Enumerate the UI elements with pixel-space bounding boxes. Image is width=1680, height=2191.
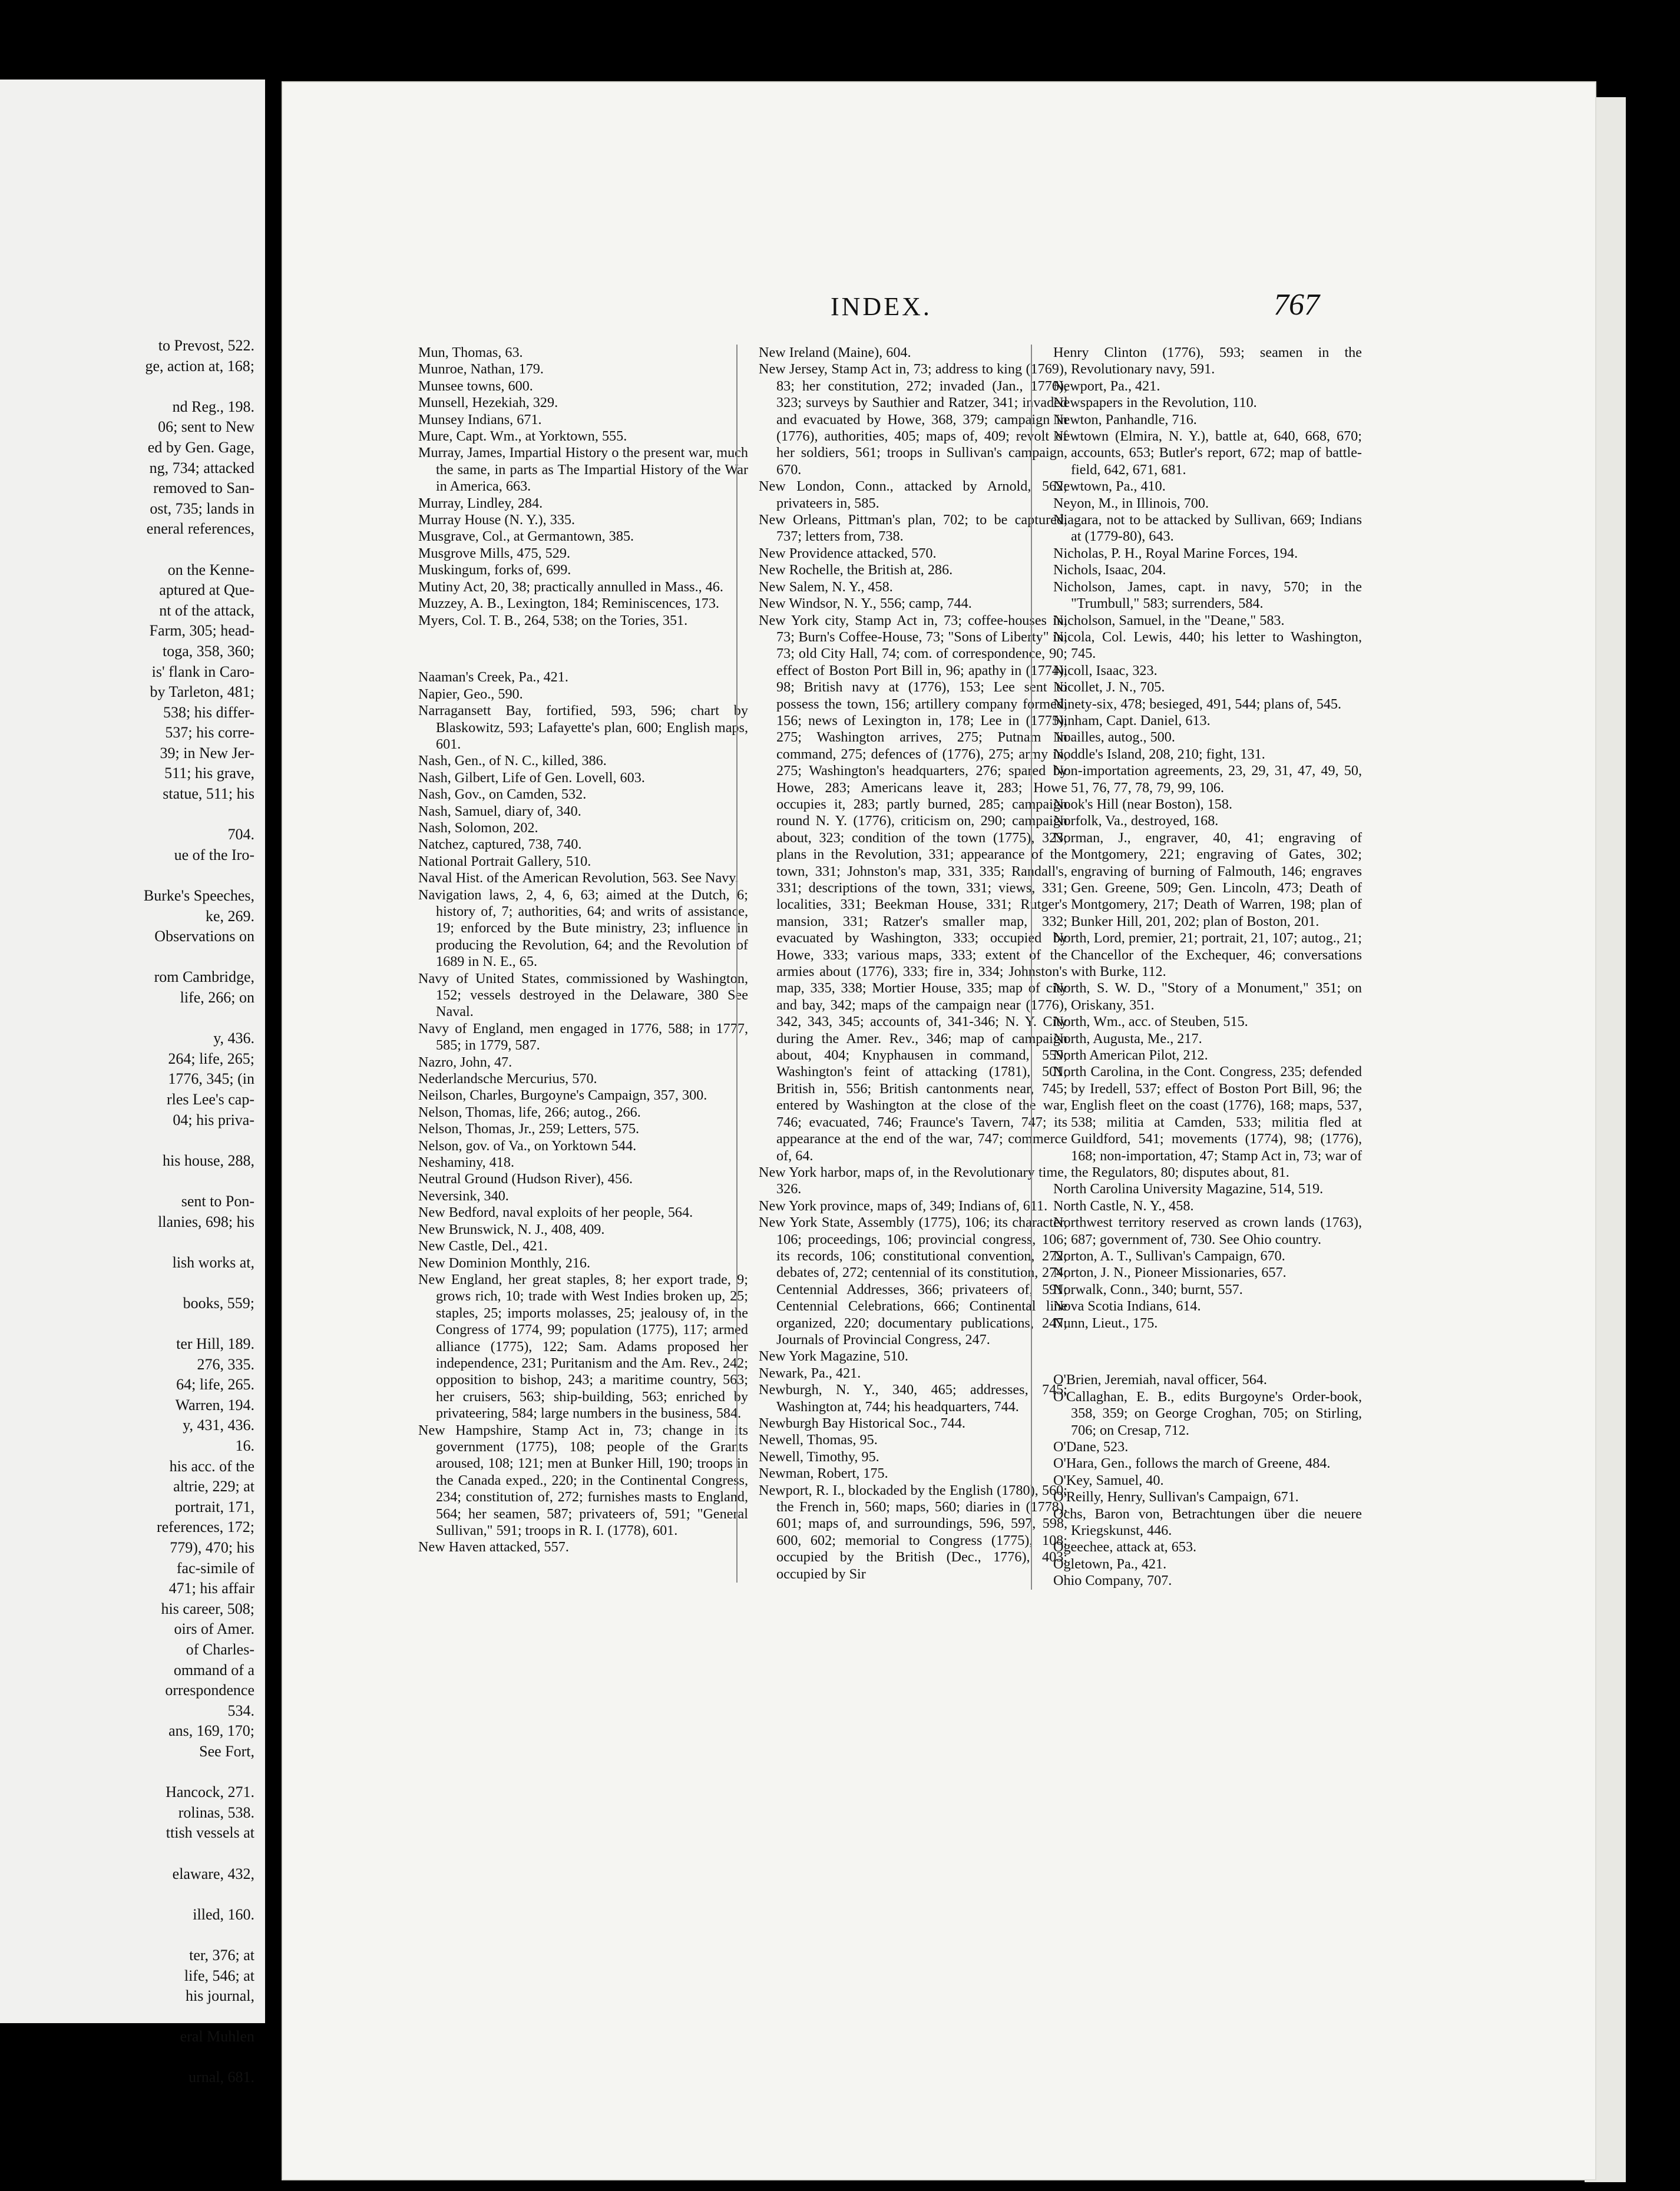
fragment-line: 511; his grave, [164,764,254,782]
index-entry: Nelson, gov. of Va., on Yorktown 544. [418,1137,637,1154]
fragment-line: 264; life, 265; [168,1050,254,1067]
index-entry: Newtown, Pa., 410. [1053,478,1166,495]
index-entry: Nederlandsche Mercurius, 570. [418,1071,597,1087]
section-gap [1032,1346,1362,1358]
index-entry: Munsee towns, 600. [418,378,533,394]
index-entry: Muzzey, A. B., Lexington, 184; Reminiscences, 173. [418,595,719,612]
index-entry: North, S. W. D., "Story of a Monument," 351; on Oriskany, 351. [1053,980,1362,1013]
index-entry: Newport, Pa., 421. [1053,378,1160,394]
index-entry: Ogletown, Pa., 421. [1053,1555,1167,1572]
index-entry: Nicollet, J. N., 705. [1053,679,1165,696]
fragment-line: to Prevost, 522. [158,337,254,354]
fragment-line: orrespondence [165,1682,254,1699]
index-entry: New Windsor, N. Y., 556; camp, 744. [759,595,972,612]
index-entry: Newburgh Bay Historical Soc., 744. [759,1415,965,1431]
fragment-line: ed by Gen. Gage, [147,438,254,456]
fragment-line: Burke's Speeches, [143,887,254,905]
fragment-line: elaware, 432, [172,1865,254,1882]
index-entry: New York city, Stamp Act in, 73; coffee-houses in, 73; Burn's Coffee-House, 73; "Sons of Liberty" in, 73; old City Hall, 74; com. of correspondence, 90; effect of Boston Port Bill in, 96; apathy in (1774), 98; British navy at (1776), 153; Lee sent to possess the town, 156; artillery company formed, 156; news of Lexington in, 178; Lee in (1775), 275; Washington arrives, 275; Putnam in command, 275; defences of (1776), 275; army in, 275; Washington's headquarters, 276; spared by Howe, 283; Americans leave it, 283; Howe occupies it, 283; partly burned, 285; campaign round N. Y. (1776), criticism on, 290; campaign about, 323; condition of the town (1775), 323; plans in the Revolution, 331; appearance of the town, 331; Johnston's map, 331, 335; Randall's, 331; descriptions of the town, 331; views, 331; localities, 331; Beekman House, 331; Rutger's mansion, 331; Ratzer's smaller map, 332; evacuated by Washington, 333; occupied by Howe, 333; various maps, 333; extent of the armies about (1776), 333; fire in, 334; Johnston's map, 335, 338; Mortier House, 335; map of city and bay, 342; maps of the campaign near (1776), 342, 343, 345; accounts of, 341-346; N. Y. City during the Amer. Rev., 346; map of campaign about, 404; Knyphausen in command, 559; Washington's feint of attacking (1781), 501; British in, 556; British cantonments near, 745; entered by Washington at the close of the war, 746; evacuated, 746; Fraunce's Tavern, 747; its appearance at the end of the war, 747; commerce of, 64. [759,612,1067,1164]
index-entry: New Providence attacked, 570. [759,545,937,561]
fragment-line: sent to Pon- [181,1192,254,1210]
index-column-1 [418,345,748,1556]
fragment-line [0,2007,254,2027]
fragment-line: portrait, 171, [174,1498,254,1515]
fragment-line: 16. [235,1437,254,1455]
index-entry: Murray, Lindley, 284. [418,495,543,511]
index-entry: Nook's Hill (near Boston), 158. [1053,796,1232,812]
index-entry: New Bedford, naval exploits of her people, 564. [418,1204,693,1221]
fragment-line: rom Cambridge, [154,968,254,986]
index-entry: Nelson, Thomas, life, 266; autog., 266. [418,1104,641,1120]
facing-page-text [0,336,254,2088]
fragment-line: 64; life, 265. [176,1376,254,1394]
fragment-line [0,376,254,397]
fragment-line: 779), 470; his [170,1539,254,1557]
index-entry: O'Key, Samuel, 40. [1053,1472,1164,1488]
fragment-line [0,865,254,886]
index-entry: Nicoll, Isaac, 323. [1053,662,1158,679]
index-entry: Nelson, Thomas, Jr., 259; Letters, 575. [418,1121,640,1137]
index-entry: Norton, A. T., Sullivan's Campaign, 670. [1053,1247,1285,1264]
index-entry: Nichols, Isaac, 204. [1053,562,1166,578]
page-title: INDEX. [831,292,932,321]
index-entry: New Haven attacked, 557. [418,1539,569,1555]
fragment-line: rolinas, 538. [178,1803,254,1821]
index-entry: New Hampshire, Stamp Act in, 73; change in its government (1775), 108; people of the Grants aroused, 108; 121; men at Bunker Hill, 190; troops in the Canada exped., 220; in the Continental Congress, 234; constitution of, 272; furnishes masts to England, 564; her seamen, 587; privateers of, 591; "General Sullivan," 591; troops in R. I. (1778), 601. [418,1422,748,1538]
index-entry: North American Pilot, 212. [1053,1047,1208,1064]
index-column-2 [736,345,1067,1583]
fragment-line [0,540,254,560]
index-entry: Mutiny Act, 20, 38; practically annulled in Mass., 46. [418,578,723,595]
section-gap [418,643,748,655]
fragment-line: 537; his corre- [165,724,254,742]
index-entry: Nicholson, Samuel, in the "Deane," 583. [1053,612,1285,628]
index-entry: Nash, Samuel, diary of, 340. [418,803,581,819]
index-entry: Myers, Col. T. B., 264, 538; on the Tories, 351. [418,612,688,628]
index-entry: Newton, Panhandle, 716. [1053,411,1197,428]
index-entry: Nash, Gov., on Camden, 532. [418,786,587,803]
fragment-line: eneral references, [146,520,254,538]
fragment-line: Warren, 194. [175,1396,254,1414]
index-entry: Napier, Geo., 590. [418,686,523,702]
fragment-line: 04; his priva- [173,1111,254,1128]
index-entry: New Salem, N. Y., 458. [759,578,893,595]
fragment-line: nt of the attack, [159,601,254,619]
fragment-line: eral Muhlen [180,2028,254,2046]
index-entry: Henry Clinton (1776), 593; seamen in the Revolutionary navy, 591. [1053,345,1362,378]
index-entry: New Brunswick, N. J., 408, 409. [418,1221,605,1237]
index-entry: Norton, J. N., Pioneer Missionaries, 657. [1053,1265,1287,1281]
fragment-line [0,2047,254,2068]
index-entry: Neshaminy, 418. [418,1154,515,1171]
index-entry: Mure, Capt. Wm., at Yorktown, 555. [418,428,627,445]
index-entry: North, Lord, premier, 21; portrait, 21, 107; autog., 21; Chancellor of the Exchequer, 46; conversations with Burke, 112. [1053,930,1362,980]
fragment-line: 471; his affair [168,1580,254,1597]
fragment-line: 1776, 345; (in [168,1070,254,1088]
fragment-line: statue, 511; his [163,785,254,803]
index-entry: O'Reilly, Henry, Sullivan's Campaign, 671. [1053,1489,1299,1505]
fragment-line [0,1925,254,1945]
index-entry: Northwest territory reserved as crown lands (1763), 687; government of, 730. See Ohio country. [1053,1214,1362,1247]
index-entry: Ninety-six, 478; besieged, 491, 544; plans of, 545. [1053,696,1342,712]
fragment-line: his journal, [186,1987,254,2005]
index-column-3 [1031,345,1362,1590]
index-entry: Munroe, Nathan, 179. [418,361,544,378]
fragment-line: ommand of a [173,1661,254,1679]
fragment-line: on the Kenne- [167,561,254,578]
fragment-line: books, 559; [183,1294,254,1312]
index-entry: Neilson, Charles, Burgoyne's Campaign, 357, 300. [418,1087,707,1104]
index-entry: North, Wm., acc. of Steuben, 515. [1053,1014,1248,1030]
fragment-line: y, 431, 436. [183,1416,254,1434]
index-entry: Nunn, Lieut., 175. [1053,1315,1158,1331]
fragment-line: life, 266; on [180,989,254,1006]
fragment-line: ans, 169, 170; [168,1722,254,1740]
fragment-line: urnal, 681. [188,2068,254,2086]
fragment-line: 538; his differ- [163,703,254,721]
fragment-line: of Charles- [186,1641,254,1658]
fragment-line: Farm, 305; head- [149,622,254,640]
fragment-line [0,1762,254,1783]
index-entry: Non-importation agreements, 23, 29, 31, 47, 49, 50, 51, 76, 77, 78, 79, 99, 106. [1053,763,1362,796]
fragment-line: Hancock, 271. [166,1783,254,1801]
index-entry: Newell, Timothy, 95. [759,1448,879,1465]
index-entry: Murray, James, Impartial History o the present war, much the same, in parts as The Impartial History of the War in America, 663. [418,445,748,495]
fragment-line: altrie, 229; at [173,1478,254,1495]
index-entry: Newtown (Elmira, N. Y.), battle at, 640, 668, 670; accounts, 653; Butler's report, 672; map of battle-field, 642, 671, 681. [1053,428,1362,478]
index-entry: Musgrave, Col., at Germantown, 385. [418,528,634,545]
fragment-line: ke, 269. [205,907,254,925]
index-entry: New Jersey, Stamp Act in, 73; address to king (1769), 83; her constitution, 272; invaded (Jan., 1776), 323; surveys by Sauthier and Ratzer, 341; invaded and evacuated by Howe, 368, 379; campaign in (1776), authorities, 405; maps of, 409; revolt of her soldiers, 561; troops in Sullivan's campaign, 670. [759,361,1067,478]
index-entry: Noailles, autog., 500. [1053,729,1175,746]
index-entry: New Orleans, Pittman's plan, 702; to be captured, 737; letters from, 738. [759,512,1067,545]
fragment-line: ue of the Iro- [174,846,254,863]
fragment-line: is' flank in Caro- [151,663,254,680]
index-entry: Murray House (N. Y.), 335. [418,512,576,528]
index-entry: Newell, Thomas, 95. [759,1432,878,1448]
fragment-line: rles Lee's cap- [166,1090,254,1108]
fragment-line: fac-simile of [176,1559,254,1577]
index-entry: Mun, Thomas, 63. [418,345,523,360]
index-entry: Neutral Ground (Hudson River), 456. [418,1171,633,1187]
index-entry: Naval Hist. of the American Revolution, 563. See Navy. [418,870,739,886]
index-entry: Norwalk, Conn., 340; burnt, 557. [1053,1281,1243,1298]
fragment-line [0,1884,254,1905]
index-entry: Munsell, Hezekiah, 329. [418,395,558,411]
fragment-line: toga, 358, 360; [163,642,254,660]
fragment-line: Observations on [154,928,254,945]
fragment-line: references, 172; [156,1518,254,1536]
fragment-line: his acc. of the [169,1457,254,1475]
index-entry: Nicola, Col. Lewis, 440; his letter to Washington, 745. [1053,628,1362,662]
fragment-line: 06; sent to New [158,418,254,436]
index-entry: Navy of United States, commissioned by Washington, 152; vessels destroyed in the Delaware, 380 See Naval. [418,970,748,1020]
fragment-line [0,1273,254,1293]
index-entry: New England, her great staples, 8; her export trade, 9; grows rich, 10; trade with West Indies broken up, 25; staples, 25; imports molasses, 25; jealousy of, in the Congress of 1774, 99; population (1775), 117; armed alliance (1775), 122; Sam. Adams proposed her independence, 231; Puritanism and the Am. Rev., 242; opposition to bishop, 243; a maritime country, 563; her cruisers, 563; ship-building, 563; enriched by privateering, 584; large numbers in the business, 584. [418,1271,748,1422]
index-entry: Ninham, Capt. Daniel, 613. [1053,712,1211,729]
fragment-line: oirs of Amer. [174,1620,254,1638]
fragment-line: ng, 734; attacked [149,459,254,476]
fragment-line: 39; in New Jer- [160,744,254,762]
index-entry: Naaman's Creek, Pa., 421. [418,669,568,686]
facing-page-fragment [0,80,265,2086]
index-entry: Nicholas, P. H., Royal Marine Forces, 194. [1053,545,1298,561]
fragment-line: nd Reg., 198. [172,398,254,415]
index-entry: O'Callaghan, E. B., edits Burgoyne's Order-book, 358, 359; on George Croghan, 705; on Stirling, 706; on Cresap, 712. [1053,1388,1362,1438]
fragment-line: ter Hill, 189. [176,1335,254,1353]
fragment-line [0,1171,254,1192]
index-entry: Nova Scotia Indians, 614. [1053,1298,1201,1315]
index-entry: Norman, J., engraver, 40, 41; engraving of Montgomery, 221; engraving of Gates, 302; engraving of burning of Falmouth, 146; engraves Gen. Greene, 509; Gen. Lincoln, 473; Death of Montgomery, 217; Death of Warren, 198; plan of Bunker Hill, 201, 202; plan of Boston, 201. [1053,829,1362,929]
fragment-line: ge, action at, 168; [145,357,254,375]
fragment-line: 534. [227,1702,254,1719]
index-entry: Natchez, captured, 738, 740. [418,836,582,853]
fragment-line [0,1844,254,1864]
fragment-line [0,1008,254,1029]
fragment-line [0,1130,254,1151]
index-entry: O'Brien, Jeremiah, naval officer, 564. [1053,1372,1267,1388]
fragment-line: llanies, 698; his [158,1213,254,1230]
index-entry: Newburgh, N. Y., 340, 465; addresses, 745; Washington at, 744; his headquarters, 744. [759,1382,1067,1415]
index-entry: New York province, maps of, 349; Indians of, 611. [759,1197,1048,1214]
fragment-line: by Tarleton, 481; [150,683,254,701]
index-entry: Neversink, 340. [418,1187,509,1204]
index-entry: O'Hara, Gen., follows the march of Greene, 484. [1053,1455,1331,1472]
index-entry: Nicholson, James, capt. in navy, 570; in the "Trumbull," 583; surrenders, 584. [1053,578,1362,612]
index-entry: Nazro, John, 47. [418,1054,512,1070]
fragment-line: removed to San- [153,479,254,497]
index-entry: New Rochelle, the British at, 286. [759,562,953,578]
index-entry: Norfolk, Va., destroyed, 168. [1053,813,1219,829]
index-entry: Musgrove Mills, 475, 529. [418,545,571,561]
index-entry: Munsey Indians, 671. [418,411,542,428]
fragment-line: y, 436. [213,1030,254,1047]
fragment-line [0,1232,254,1253]
index-entry: Newspapers in the Revolution, 110. [1053,395,1257,411]
index-entry: Newark, Pa., 421. [759,1365,861,1381]
index-entry: Newport, R. I., blockaded by the English (1780), 560; the French in, 560; maps, 560; diaries in (1778), 601; maps of, and surroundings, 596, 597, 598, 600, 602; memorial to Congress (1775), 108; occupied by the British (Dec., 1776), 403; occupied by Sir [759,1482,1067,1582]
index-entry: North Carolina, in the Cont. Congress, 235; defended by Iredell, 537; effect of Boston Port Bill, 96; the English fleet on the coast (1776), 168; maps, 537, 538; militia at Camden, 533; militia fled at Guildford, 541; movements (1774), 98; (1776), 168; non-importation, 47; Stamp Act in, 73; war of the Regulators, 80; disputes about, 81. [1053,1064,1362,1180]
index-entry: New Dominion Monthly, 216. [418,1255,591,1271]
page-number: 767 [1274,288,1319,322]
index-entry: National Portrait Gallery, 510. [418,853,591,869]
index-entry: Muskingum, forks of, 699. [418,562,571,578]
index-entry: Ohio Company, 707. [1053,1573,1172,1589]
index-entry: New York State, Assembly (1775), 106; its character, 106; proceedings, 106; provincial congress, 106; its records, 106; constitutional convention, 272; debates of, 272; centennial of its constitution, 274; Centennial Addresses, 366; privateers of, 591; Centennial Celebrations, 666; Continental line organized, 220; documentary publications, 247; Journals of Provincial Congress, 247. [759,1214,1067,1348]
index-entry: Noddle's Island, 208, 210; fight, 131. [1053,746,1265,762]
fragment-line: his house, 288, [163,1151,254,1169]
fragment-line [0,947,254,968]
fragment-line: 704. [227,826,254,843]
index-entry: O'Dane, 523. [1053,1438,1129,1455]
index-entry: Nash, Gilbert, Life of Gen. Lovell, 603. [418,769,645,786]
index-entry: Niagara, not to be attacked by Sullivan, 669; Indians at (1779-80), 643. [1053,512,1362,545]
index-entry: Newman, Robert, 175. [759,1465,888,1482]
index-entry: Ogeechee, attack at, 653. [1053,1539,1197,1555]
fragment-line: ttish vessels at [166,1824,254,1842]
index-entry: Nash, Gen., of N. C., killed, 386. [418,753,607,769]
index-entry: New London, Conn., attacked by Arnold, 562; privateers in, 585. [759,478,1067,511]
index-entry: Ochs, Baron von, Betrachtungen über die neuere Kriegskunst, 446. [1053,1505,1362,1538]
fragment-line: ost, 735; lands in [150,499,254,517]
index-entry: Neyon, M., in Illinois, 700. [1053,495,1209,511]
index-entry: North Castle, N. Y., 458. [1053,1197,1194,1214]
fragment-line: life, 546; at [184,1967,254,1984]
index-entry: Navy of England, men engaged in 1776, 588; in 1777, 585; in 1779, 587. [418,1020,748,1054]
index-entry: New Ireland (Maine), 604. [759,345,911,360]
fragment-line: ter, 376; at [189,1946,254,1964]
index-entry: New Castle, Del., 421. [418,1238,548,1255]
index-entry: North Carolina University Magazine, 514, 519. [1053,1181,1324,1197]
fragment-line: illed, 160. [193,1905,254,1923]
index-entry: North, Augusta, Me., 217. [1053,1030,1202,1047]
fragment-line [0,1314,254,1335]
fragment-line: lish works at, [172,1253,254,1271]
index-entry: Navigation laws, 2, 4, 6, 63; aimed at the Dutch, 6; history of, 7; authorities, 64; and writs of assistance, 19; enforced by the Bute ministry, 23; influence in producing the Revolution, 64; and the Revolution of 1689 in N. E., 65. [418,886,748,970]
fragment-line: aptured at Que- [159,581,254,599]
index-entry: New York Magazine, 510. [759,1348,908,1365]
fragment-line: 276, 335. [197,1355,254,1373]
fragment-line: his career, 508; [161,1600,254,1617]
fragment-line: See Fort, [199,1742,254,1760]
index-entry: Narragansett Bay, fortified, 593, 596; chart by Blaskowitz, 593; Lafayette's plan, 600; English maps, 601. [418,703,748,752]
index-entry: New York harbor, maps of, in the Revolutionary time, 326. [759,1164,1067,1197]
fragment-line [0,805,254,825]
index-entry: Nash, Solomon, 202. [418,819,538,836]
